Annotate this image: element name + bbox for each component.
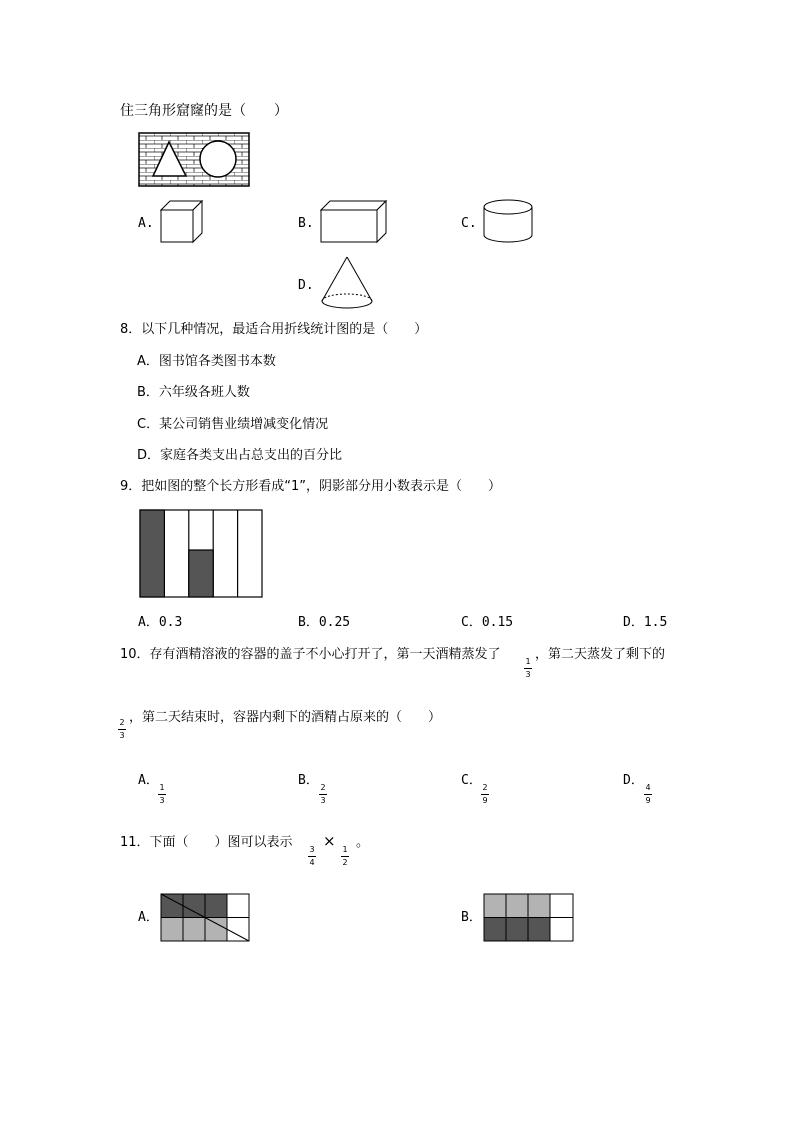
q8-option-b[interactable]: B．六年级各班人数: [137, 385, 250, 400]
q11-fraction-1: 3 4: [309, 845, 315, 867]
q7-option-b-label[interactable]: B.: [298, 216, 314, 231]
q10-option-c-fraction[interactable]: 2 9: [482, 783, 488, 805]
q10-fraction-1: 1 3: [525, 657, 531, 679]
q9-option-a[interactable]: A．0.3: [138, 615, 183, 630]
q10-stem-part1: 10．存有酒精溶液的容器的盖子不小心打开了，第一天酒精蒸发了: [120, 647, 501, 662]
q7-option-c-label[interactable]: C.: [461, 216, 477, 231]
q9-option-d[interactable]: D．1.5: [623, 615, 668, 630]
q10-option-c-label[interactable]: C．: [461, 773, 482, 788]
q9-option-b[interactable]: B．0.25: [298, 615, 351, 630]
q10-fraction-2: 2 3: [119, 718, 125, 740]
q11-stem-end: 。: [356, 835, 370, 850]
q9-stem: 9．把如图的整个长方形看成“1”，阴影部分用小数表示是（ ）: [120, 479, 502, 494]
q8-option-c[interactable]: C．某公司销售业绩增减变化情况: [137, 417, 329, 432]
q8-option-a[interactable]: A．图书馆各类图书本数: [137, 354, 276, 369]
q11-times-sign: ×: [323, 832, 336, 850]
brick-wall-figure: [138, 132, 250, 187]
q7-stem: 住三角形窟窿的是（ ）: [120, 103, 288, 119]
q9-rectangle-figure: [139, 509, 263, 598]
q7-option-a-label[interactable]: A.: [138, 216, 154, 231]
q10-option-d-label[interactable]: D．: [623, 773, 644, 788]
q10-option-b-label[interactable]: B．: [298, 773, 319, 788]
cone-icon[interactable]: [320, 255, 374, 311]
cylinder-icon[interactable]: [482, 198, 534, 244]
q10-option-a-label[interactable]: A．: [138, 773, 159, 788]
q10-stem-part2: ，第二天蒸发了剩下的: [535, 647, 666, 662]
q7-option-d-label[interactable]: D.: [298, 278, 314, 293]
q10-stem-part3: ，第二天结束时，容器内剩下的酒精占原来的（ ）: [129, 710, 442, 725]
q10-option-d-fraction[interactable]: 4 9: [645, 783, 651, 805]
q10-option-a-fraction[interactable]: 1 3: [159, 783, 165, 805]
q11-option-a-label[interactable]: A．: [138, 910, 159, 925]
q11-option-b-grid[interactable]: [483, 893, 574, 942]
q11-option-b-label[interactable]: B．: [461, 910, 482, 925]
cube-icon[interactable]: [160, 200, 204, 244]
q11-fraction-2: 1 2: [342, 845, 348, 867]
q8-stem: 8．以下几种情况，最适合用折线统计图的是（ ）: [120, 322, 428, 337]
q9-option-c[interactable]: C．0.15: [461, 615, 514, 630]
q8-option-d[interactable]: D．家庭各类支出占总支出的百分比: [137, 448, 343, 463]
q11-option-a-grid[interactable]: [160, 893, 250, 942]
q10-option-b-fraction[interactable]: 2 3: [320, 783, 326, 805]
rectangular-prism-icon[interactable]: [320, 200, 388, 244]
q11-stem: 11．下面（ ）图可以表示: [120, 835, 293, 850]
